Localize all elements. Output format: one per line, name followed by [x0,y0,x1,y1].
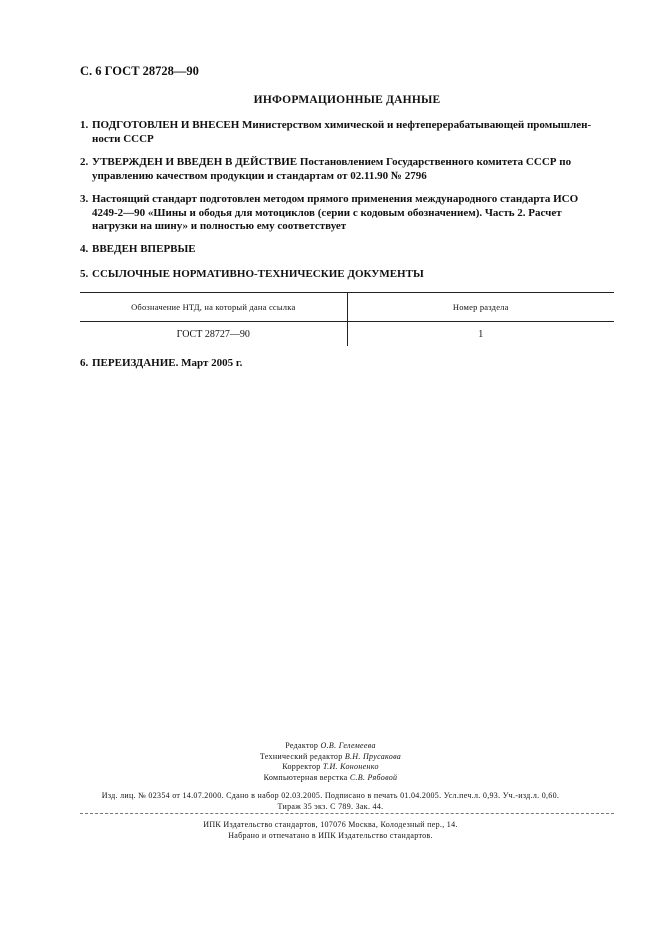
table-row [80,322,614,347]
imprint-layout [0,773,661,784]
table-cell-section: 1 [478,328,484,340]
info-item-1 [80,119,616,146]
role-label: Корректор [282,762,321,771]
role-label: Технический редактор [259,751,343,761]
item-number: 2. [80,156,89,168]
item-number: 3. [80,193,89,205]
item-text: Настоящий стандарт подготовлен методом прямого применения международного стандарта ИСО [92,193,579,205]
item-number: 4. [80,243,89,255]
imprint-divider [80,813,614,814]
info-item-5 [80,268,616,282]
person-name: В.Н. Прусакова [344,751,402,761]
table-header-ntd: Обозначение НТД, на который дана ссылка [80,293,347,322]
page-header: С. 6 ГОСТ 28728—90 [80,64,199,78]
person-name: О.В. Гелемеева [320,741,376,750]
info-item-6 [80,357,616,371]
imprint-editor [0,741,661,752]
table-header-section: Номер раздела [347,293,614,322]
item-text-continued: 4249-2—90 «Шины и ободья для мотоциклов (серии с кодовым обозначением). Часть 2. Расчет [92,206,562,219]
imprint-publisher-address: ИПК Издательство стандартов, 107076 Москва, Колодезный пер., 14. [203,820,458,829]
item-text: ПЕРЕИЗДАНИЕ. Март 2005 г. [92,357,243,369]
item-number: 5. [80,268,89,280]
item-lead: УТВЕРЖДЕН И ВВЕДЕН В ДЕЙСТВИЕ [92,156,298,168]
table-header-row [80,293,614,322]
imprint-license-line: Изд. лиц. № 02354 от 14.07.2000. Сдано в набор 02.03.2005. Подписано в печать 01.04.2005. Усл.печ.л. 0,93. Уч.-изд.л. 0,60. [101,791,560,800]
imprint-print-run: Тираж 35 экз. С 789. Зак. 44. [277,801,384,811]
imprint-credits [0,741,661,783]
imprint-tech-editor [0,752,661,763]
imprint-printed-at: Набрано и отпечатано в ИПК Издательство стандартов. [228,830,433,840]
imprint-corrector [0,762,661,773]
role-label: Компьютерная верстка [263,772,348,782]
item-text: Постановлением Государственного комитета СССР по [299,156,572,168]
item-number: 6. [80,357,89,369]
person-name: Т.И. Кононенко [322,762,379,771]
imprint-publisher [0,820,661,841]
role-label: Редактор [285,741,319,750]
section-title: ИНФОРМАЦИОННЫЕ ДАННЫЕ [253,94,441,106]
item-text: ССЫЛОЧНЫЕ НОРМАТИВНО-ТЕХНИЧЕСКИЕ ДОКУМЕНТЫ [92,268,424,280]
info-item-2 [80,156,616,183]
item-text-continued: ности СССР [92,132,154,145]
item-lead: ПОДГОТОВЛЕН И ВНЕСЕН [92,119,240,131]
item-text-continued: управлению качеством продукции и стандартам от 02.11.90 № 2796 [92,169,427,182]
info-item-4 [80,243,616,257]
table-cell-ntd: ГОСТ 28727—90 [80,322,347,347]
item-text: Министерством химической и нефтеперерабатывающей промышлен- [242,119,592,131]
reference-table [80,292,614,346]
imprint-publication-details [0,791,661,812]
item-text-continued: нагрузки на шину» и полностью ему соответствует [92,220,347,232]
item-number: 1. [80,119,89,131]
item-text: ВВЕДЕН ВПЕРВЫЕ [92,243,196,255]
person-name: С.В. Рябовой [349,772,398,782]
info-item-3 [80,193,616,234]
